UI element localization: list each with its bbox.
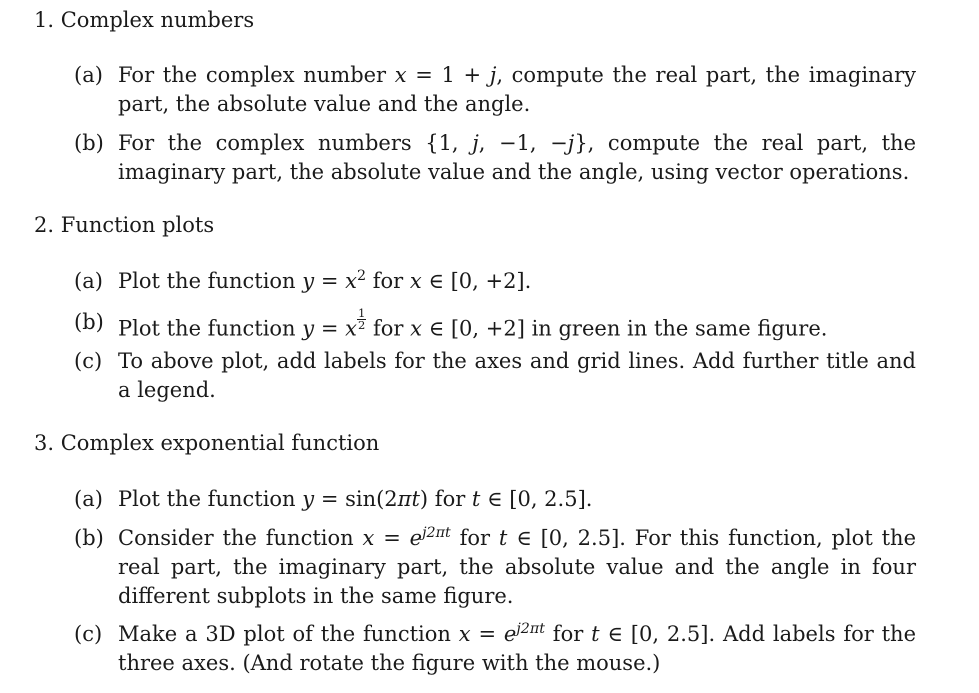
item-3c	[74, 620, 916, 678]
item-1b-label: (b)	[74, 131, 104, 155]
exponent-fraction: $\frac{1}{2}$	[357, 306, 366, 332]
item-3b	[74, 524, 916, 611]
item-3b-label: (b)	[74, 526, 104, 550]
section-2-title: Function plots	[60, 213, 215, 237]
item-2b-text: Plot the function y = x $\frac{1}{2}$ for x ∈ [0, +2] in green in the same figure.	[118, 306, 828, 341]
section-2-heading	[34, 213, 214, 237]
item-3c-label: (c)	[74, 622, 103, 646]
item-3a-label: (a)	[74, 487, 103, 511]
section-1-title: Complex numbers	[60, 8, 255, 32]
item-1a	[74, 61, 916, 119]
section-3-title: Complex exponential function	[60, 431, 380, 455]
item-2a-text: Plot the function $y = x^2$ for x ∈ [0, +2].	[118, 268, 532, 293]
item-1a-label: (a)	[74, 63, 103, 87]
item-2c-text: To above plot, add labels for the axes and grid lines. Add further title and a legend.	[118, 349, 916, 402]
item-3a	[74, 485, 916, 514]
section-2-number: 2.	[34, 213, 55, 237]
item-2a-label: (a)	[74, 269, 103, 293]
item-3c-text: Make a 3D plot of the function $x = e^{j2\pi t}$ for t ∈ [0, 2.5]. Add labels for the three axes. (And rotate the figure with the mouse.)	[118, 621, 917, 675]
item-3a-text: Plot the function y = sin(2πt) for t ∈ [0, 2.5].	[118, 487, 593, 511]
section-3-number: 3.	[34, 431, 55, 455]
item-1b-text: For the complex numbers {1, j, −1, −j}, compute the real part, the imaginary part, the absolute value and the angle, using vector operations.	[118, 131, 917, 184]
item-3b-text: Consider the function $x = e^{j2\pi t}$ for t ∈ [0, 2.5]. For this function, plot the real part, the imaginary part, the absolute value and the angle in four different subplots in the same figure.	[118, 525, 917, 608]
item-2c-label: (c)	[74, 349, 103, 373]
item-1a-text: For the complex number x = 1 + j, compute the real part, the imaginary part, the absolute value and the angle.	[118, 63, 916, 116]
section-3-heading	[34, 431, 379, 455]
item-2b	[74, 308, 916, 343]
item-2a	[74, 267, 916, 296]
item-2b-label: (b)	[74, 310, 104, 334]
item-1b	[74, 129, 916, 187]
section-1-heading	[34, 8, 254, 32]
item-2c	[74, 347, 916, 405]
section-1-number: 1.	[34, 8, 55, 32]
